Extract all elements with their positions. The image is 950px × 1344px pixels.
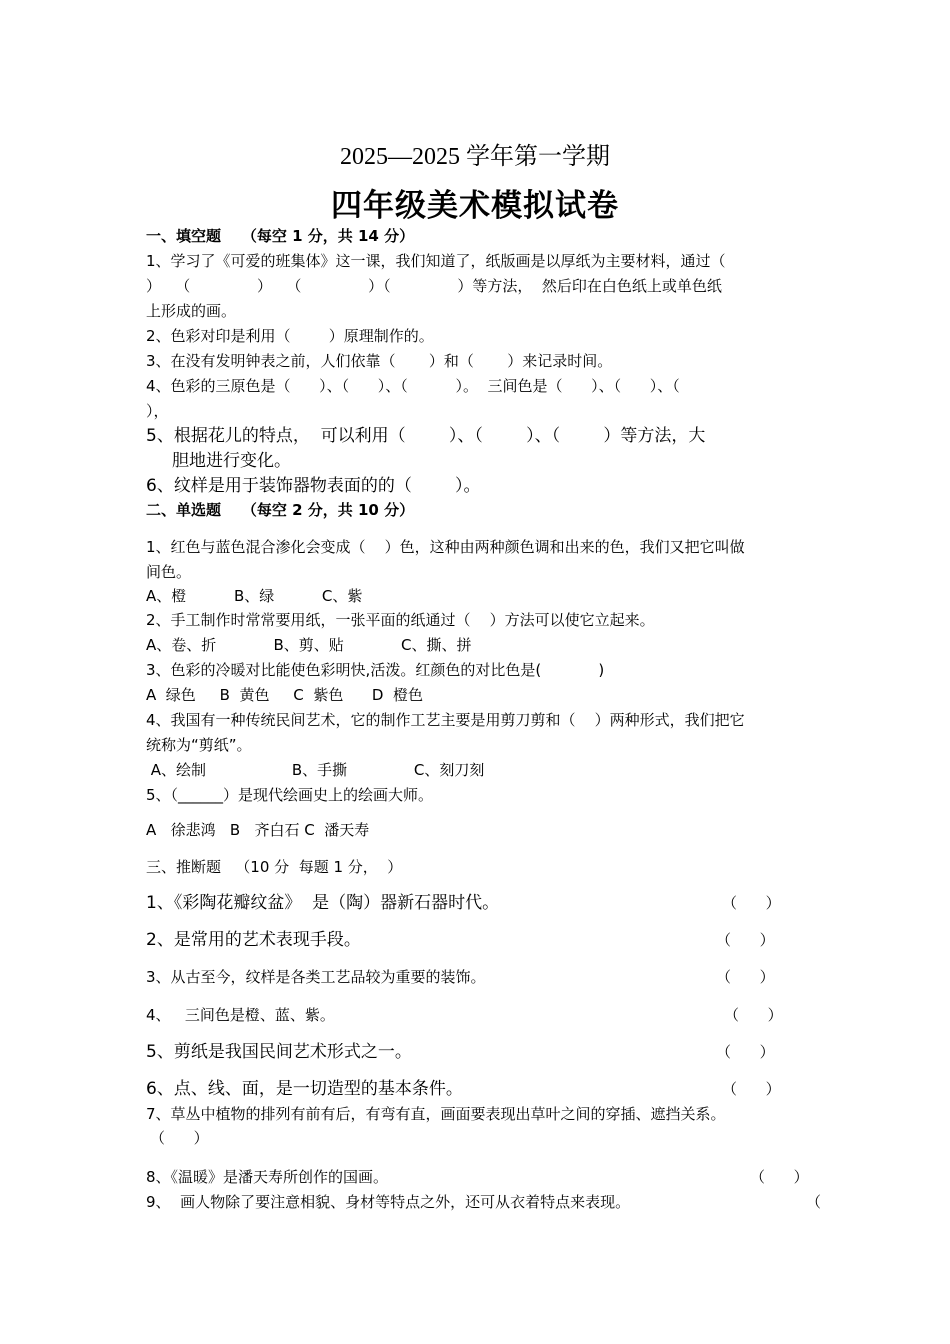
s1-q6: 6、纹样是用于装饰器物表面的的（ ）。 xyxy=(146,476,481,496)
s1-q4-line1: 4、色彩的三原色是（ ）、（ ）、（ ）。 三间色是（ ）、（ ）、（ xyxy=(146,377,680,395)
s3-item-7-mark: （ ） xyxy=(150,1129,209,1147)
s3-item-8-text: 8、《温暖》是潘天寿所创作的国画。 xyxy=(146,1168,389,1186)
s3-item-9-mark: （ xyxy=(806,1193,822,1211)
s2-q4-line2: 统称为“剪纸”。 xyxy=(146,736,252,754)
s3-item-8-mark: （ ） xyxy=(750,1168,809,1186)
term-heading: 2025—2025 学年第一学期 xyxy=(340,144,610,170)
s1-q2: 2、色彩对印是利用（ ）原理制作的。 xyxy=(146,327,434,345)
s3-item-5-text: 5、剪纸是我国民间艺术形式之一。 xyxy=(146,1042,412,1062)
s1-q1-line2: ） （ ） （ ）（ ）等方法， 然后印在白色纸上或单色纸 xyxy=(146,277,722,295)
s3-item-1-text: 1、《彩陶花瓣纹盆》 是（陶）器新石器时代。 xyxy=(146,893,500,913)
s3-item-2-mark: （ ） xyxy=(716,931,775,949)
section2-heading: 二、单选题 （每空 2 分，共 10 分） xyxy=(146,501,415,519)
s2-q4-line1: 4、我国有一种传统民间艺术，它的制作工艺主要是用剪刀剪和（ ）两种形式，我们把它 xyxy=(146,711,745,729)
s3-item-2-text: 2、是常用的艺术表现手段。 xyxy=(146,930,361,950)
s2-q5-options: A 徐悲鸿 B 齐白石 C 潘天寿 xyxy=(146,821,370,839)
s2-q3-line1: 3、色彩的冷暖对比能使色彩明快,活泼。红颜色的对比色是( ) xyxy=(146,661,605,679)
s2-q4-options: A、绘制 B、手撕 C、刻刀刻 xyxy=(146,761,485,779)
exam-title: 四年级美术模拟试卷 xyxy=(331,188,619,224)
s1-q5-line2: 胆地进行变化。 xyxy=(172,451,291,471)
s2-q2-line1: 2、手工制作时常常要用纸，一张平面的纸通过（ ）方法可以使它立起来。 xyxy=(146,611,655,629)
s3-item-6-text: 6、点、线、面，是一切造型的基本条件。 xyxy=(146,1079,463,1099)
s1-q4-line2: ）， xyxy=(146,402,169,420)
s2-q2-options: A、卷、折 B、剪、贴 C、撕、拼 xyxy=(146,636,472,654)
s3-item-3-mark: （ ） xyxy=(716,968,775,986)
s2-q1-line2: 间色。 xyxy=(146,563,192,581)
s3-item-3-text: 3、从古至今，纹样是各类工艺品较为重要的装饰。 xyxy=(146,968,486,986)
section3-heading: 三、推断题 （10 分 每题 1 分， ） xyxy=(146,858,403,876)
section1-heading: 一、填空题 （每空 1 分，共 14 分） xyxy=(146,227,415,245)
s3-item-4-mark: （ ） xyxy=(724,1006,783,1024)
s3-item-1-mark: （ ） xyxy=(722,894,781,912)
s3-item-7-text: 7、草丛中植物的排列有前有后，有弯有直，画面要表现出草叶之间的穿插、遮挡关系。 xyxy=(146,1105,726,1123)
s3-item-5-mark: （ ） xyxy=(716,1043,775,1061)
s2-q5-line1: 5、（______）是现代绘画史上的绘画大师。 xyxy=(146,786,434,804)
s2-q1-options: A、橙 B、绿 C、紫 xyxy=(146,587,363,605)
s1-q3: 3、在没有发明钟表之前，人们依靠（ ）和（ ）来记录时间。 xyxy=(146,352,613,370)
s1-q1-line3: 上形成的画。 xyxy=(146,302,237,320)
s1-q1-line1: 1、学习了《可爱的班集体》这一课，我们知道了，纸版画是以厚纸为主要材料，通过（ xyxy=(146,252,726,270)
s3-item-4-text: 4、 三间色是橙、蓝、紫。 xyxy=(146,1006,335,1024)
s2-q1-line1: 1、红色与蓝色混合渗化会变成（ ）色，这种由两种颜色调和出来的色，我们又把它叫做 xyxy=(146,538,745,556)
s3-item-6-mark: （ ） xyxy=(722,1080,781,1098)
s3-item-9-text: 9、 画人物除了要注意相貌、身材等特点之外，还可从衣着特点来表现。 xyxy=(146,1193,631,1211)
s1-q5-line1: 5、根据花儿的特点， 可以利用（ ）、（ ）、（ ）等方法，大 xyxy=(146,426,706,446)
s2-q3-options: A 绿色 B 黄色 C 紫色 D 橙色 xyxy=(146,686,424,704)
